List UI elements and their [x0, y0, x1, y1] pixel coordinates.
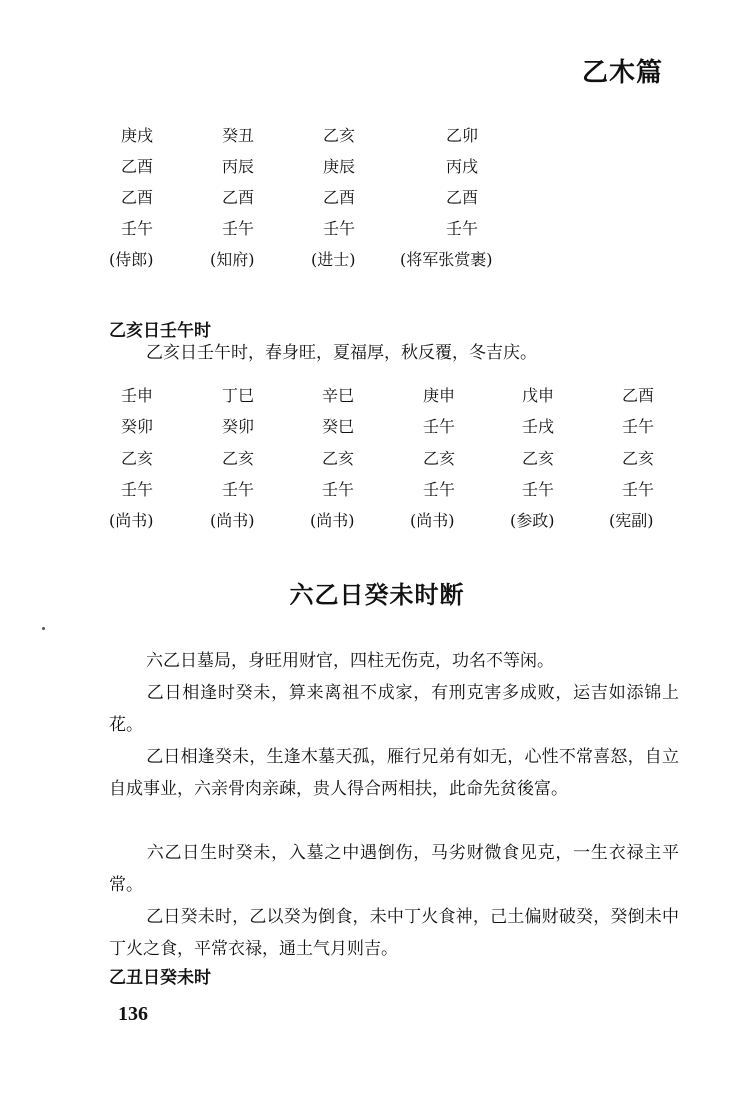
table-cell: (尚书) — [109, 511, 154, 530]
paragraph: 六乙日生时癸未，入墓之中遇倒伤，马劣财微食见克，一生衣禄主平常。 — [109, 843, 679, 895]
table-cell: 乙亥 — [622, 449, 655, 468]
table-cell: 丙戌 — [446, 157, 479, 176]
table-cell: 丁巳 — [222, 386, 255, 405]
table-row — [0, 414, 754, 436]
table-cell: 癸卯 — [121, 417, 154, 436]
table-cell: 庚申 — [423, 386, 456, 405]
table-cell: 壬午 — [121, 219, 154, 238]
table-cell: 壬午 — [222, 219, 255, 238]
table-cell: 癸卯 — [222, 417, 255, 436]
table-cell: 辛巳 — [322, 386, 355, 405]
table-cell: 壬午 — [423, 417, 456, 436]
table-cell: 乙亥 — [121, 449, 154, 468]
table-cell: 壬申 — [121, 386, 154, 405]
paragraph: 乙亥日壬午时，春身旺，夏福厚，秋反覆，冬吉庆。 — [146, 343, 537, 363]
table-cell: 乙卯 — [446, 126, 479, 145]
table-cell: 癸巳 — [322, 417, 355, 436]
table-cell: (尚书) — [410, 511, 455, 530]
scan-speck — [42, 627, 45, 630]
table-row — [0, 383, 754, 405]
table-cell: 戊申 — [522, 386, 555, 405]
table-cell: 丙辰 — [222, 157, 255, 176]
table-cell: 乙亥 — [423, 449, 456, 468]
table-cell: (进士) — [311, 250, 356, 269]
table-cell: 壬午 — [322, 480, 355, 499]
table-cell: (宪副) — [609, 511, 654, 530]
table-cell: 乙酉 — [622, 386, 655, 405]
paragraph: 乙日相逢时癸未，算来离祖不成家，有刑克害多成败，运吉如添锦上花。 — [109, 683, 679, 735]
table-cell: 壬午 — [446, 219, 479, 238]
table-cell: 乙酉 — [446, 188, 479, 207]
table-cell: 乙亥 — [323, 126, 356, 145]
table-cell: (知府) — [210, 250, 255, 269]
paragraph: 乙日癸未时，乙以癸为倒食，未中丁火食神，己土偏财破癸，癸倒未中丁火之食，平常衣禄，通土气月则吉。 — [109, 907, 679, 959]
table-row — [0, 123, 754, 145]
table-cell: 壬午 — [121, 480, 154, 499]
table-row — [0, 508, 754, 530]
table-row — [0, 247, 754, 269]
table-cell: (侍郎) — [109, 250, 154, 269]
table-cell: 乙酉 — [323, 188, 356, 207]
section-heading: 乙亥日壬午时 — [109, 321, 211, 341]
table-cell: (尚书) — [310, 511, 355, 530]
table-cell: 壬午 — [622, 480, 655, 499]
table-cell: (将军张赏裹) — [400, 250, 493, 269]
table-cell: 壬午 — [222, 480, 255, 499]
table-row — [0, 446, 754, 468]
table-cell: 乙亥 — [322, 449, 355, 468]
table-row — [0, 216, 754, 238]
table-row — [0, 185, 754, 207]
table-cell: 壬午 — [323, 219, 356, 238]
chapter-title: 六乙日癸未时断 — [289, 581, 465, 609]
table-row — [0, 154, 754, 176]
table-row — [0, 477, 754, 499]
paragraph: 六乙日墓局，身旺用财官，四柱无伤克，功名不等闲。 — [146, 651, 554, 671]
table-cell: 乙酉 — [121, 188, 154, 207]
table-cell: (参政) — [510, 511, 555, 530]
table-cell: 壬午 — [522, 480, 555, 499]
table-cell: 乙亥 — [222, 449, 255, 468]
table-cell: 乙酉 — [222, 188, 255, 207]
table-cell: 乙酉 — [121, 157, 154, 176]
table-cell: 乙亥 — [522, 449, 555, 468]
section-title: 乙木篇 — [582, 58, 664, 88]
page-number: 136 — [118, 1003, 148, 1025]
table-cell: 壬戌 — [522, 417, 555, 436]
table-cell: 癸丑 — [222, 126, 255, 145]
section-heading: 乙丑日癸未时 — [109, 968, 211, 988]
table-cell: 壬午 — [423, 480, 456, 499]
table-cell: 庚辰 — [323, 157, 356, 176]
table-cell: 庚戌 — [121, 126, 154, 145]
table-cell: 壬午 — [622, 417, 655, 436]
paragraph: 乙日相逢癸未，生逢木墓天孤，雁行兄弟有如无，心性不常喜怒，自立自成事业，六亲骨肉亲疎，贵人得合两相扶，此命先贫後富。 — [109, 747, 679, 799]
table-cell: (尚书) — [210, 511, 255, 530]
